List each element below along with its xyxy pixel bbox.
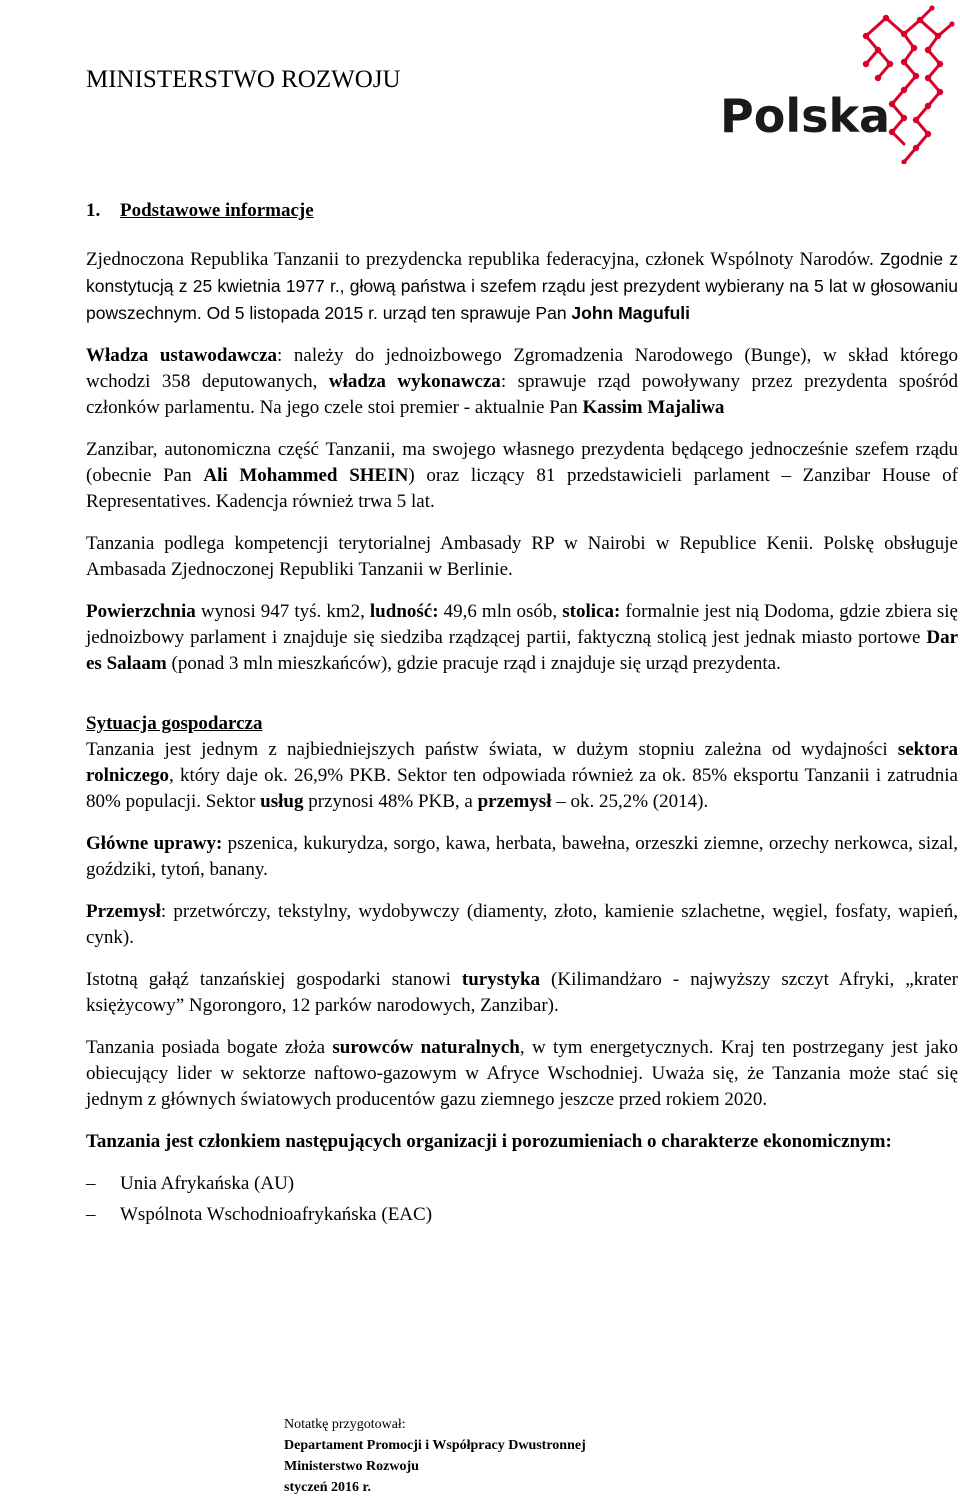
paragraph-powers xyxy=(86,343,958,421)
ministry-header: MINISTERSTWO ROZWOJU xyxy=(86,66,401,93)
text-run: (ponad 3 mln mieszkańców), gdzie pracuje rząd i znajduje się urząd prezydenta. xyxy=(166,653,781,674)
paragraph-industry xyxy=(86,899,958,951)
footer-ministry: Ministerstwo Rozwoju xyxy=(284,1459,419,1474)
text-run: – ok. 25,2% (2014). xyxy=(551,791,709,812)
paragraph-tourism xyxy=(86,967,958,1019)
paragraph-embassy: Tanzania podlega kompetencji terytorialnej Ambasady RP w Nairobi w Republice Kenii. Polskę obsługuje Ambasada Zjednoczonej Republiki Tanzanii w Berlinie. xyxy=(86,533,958,580)
list-dash: – xyxy=(86,1204,96,1225)
industry-heading: Przemysł xyxy=(86,901,161,922)
text-run: : należy do jednoizbowego Zgromadzenia Narodowego (Bunge), w skład którego wchodzi 358 deputowanych, xyxy=(86,345,958,392)
city-name: Dar es Salaam xyxy=(86,627,958,674)
section-title-text: Podstawowe informacje xyxy=(120,200,314,221)
text-run: Zjednoczona Republika Tanzanii to prezydencka republika federacyjna, członek Wspólnoty Narodów. xyxy=(86,249,880,270)
industry-label: przemysł xyxy=(477,791,552,812)
paragraph-membership xyxy=(86,1129,958,1155)
text-run: , w tym energetycznych. Kraj ten postrzegany jest jako obiecujący lider w sektorze naftowo-gazowym w Afryce Wschodniej. Uważa się, że Tanzania może stać się jednym z głównych światowych producentów gazu ziemnego jeszcze przed rokiem 2020. xyxy=(86,1037,958,1110)
area-label: Powierzchnia xyxy=(86,601,196,622)
text-run: Istotną gałąź tanzańskiej gospodarki stanowi xyxy=(86,969,462,990)
executive-label: władza wykonawcza xyxy=(328,371,501,392)
footer-prepared-by: Notatkę przygotował: xyxy=(284,1417,406,1432)
capital-label: stolica: xyxy=(562,601,621,622)
section-number: 1. xyxy=(86,200,101,221)
paragraph-geography xyxy=(86,599,958,677)
text-run: pszenica, kukurydza, sorgo, kawa, herbata, bawełna, orzeszki ziemne, orzechy nerkowca, sizal, goździki, tytoń, banany. xyxy=(86,833,958,880)
legislative-label: Władza ustawodawcza xyxy=(86,345,278,366)
population-label: ludność: xyxy=(369,601,439,622)
footer-date: styczeń 2016 r. xyxy=(284,1480,371,1495)
text-run: , który daje ok. 26,9% PKB. Sektor ten odpowiada również za ok. 85% eksportu Tanzanii i zatrudnia 80% populacji. Sektor xyxy=(86,765,958,812)
paragraph-economy xyxy=(86,737,958,815)
list-item xyxy=(86,1202,958,1228)
polska-logo-text: Polska xyxy=(720,89,891,143)
text-run: : sprawuje rząd powoływany przez prezydenta spośród członków parlamentu. Na jego czele stoi premier - aktualnie Pan xyxy=(86,371,959,418)
list-item-text: Unia Afrykańska (AU) xyxy=(120,1173,295,1194)
list-dash: – xyxy=(86,1173,96,1194)
document-body xyxy=(86,198,958,1233)
zanzibar-president-name: Ali Mohammed SHEIN xyxy=(203,465,409,486)
text-run: ) oraz liczący 81 przedstawicieli parlament – Zanzibar House of Representatives. Kadencja również trwa 5 lat. xyxy=(86,465,958,512)
crops-label: Główne uprawy: xyxy=(86,833,223,854)
section-title xyxy=(86,198,958,224)
membership-heading: Tanzania jest członkiem następujących organizacji i porozumieniach o charakterze ekonomicznym: xyxy=(86,1131,892,1152)
text-run: Zanzibar, autonomiczna część Tanzanii, ma swojego własnego prezydenta będącego jednocześnie szefem rządu (obecnie Pan xyxy=(86,439,958,486)
premier-name: Kassim Majaliwa xyxy=(582,397,725,418)
footer-note xyxy=(284,1414,586,1498)
paragraph-zanzibar xyxy=(86,437,958,515)
list-item xyxy=(86,1171,958,1197)
paragraph-government xyxy=(86,246,958,327)
text-run: formalnie jest nią Dodoma, gdzie zbiera się jednoizbowy parlament i znajduje się siedziba rządzącej partii, faktyczną stolicą jest jednak miasto portowe xyxy=(86,601,958,648)
economy-heading xyxy=(86,711,958,737)
text-run: Tanzania jest jednym z najbiedniejszych państw świata, w dużym stopniu zależna od wydajności xyxy=(86,739,898,760)
polska-logo xyxy=(716,4,956,164)
text-run: 49,6 mln osób, xyxy=(438,601,563,622)
list-item-text: Wspólnota Wschodnioafrykańska (EAC) xyxy=(120,1204,433,1225)
footer-department: Departament Promocji i Współpracy Dwustronnej xyxy=(284,1438,586,1453)
text-run: (Kilimandżaro - najwyższy szczyt Afryki, „krater księżycowy” Ngorongoro, 12 parków narodowych, Zanzibar). xyxy=(86,969,958,1016)
text-run: Tanzania posiada bogate złoża xyxy=(86,1037,333,1058)
agriculture-label: sektora rolniczego xyxy=(86,739,958,786)
organizations-list xyxy=(86,1171,958,1228)
text-run: : przetwórczy, tekstylny, wydobywczy (diamenty, złoto, kamienie szlachetne, węgiel, fosfaty, wapień, cynk). xyxy=(86,901,958,948)
text-run: przynosi 48% PKB, a xyxy=(303,791,478,812)
services-label: usług xyxy=(260,791,304,812)
paragraph-resources xyxy=(86,1035,958,1113)
resources-label: surowców naturalnych xyxy=(332,1037,520,1058)
president-name: John Magufuli xyxy=(571,303,691,323)
text-run: wynosi 947 tyś. km2, xyxy=(195,601,370,622)
paragraph-crops xyxy=(86,831,958,883)
tourism-label: turystyka xyxy=(461,969,541,990)
economy-heading-text: Sytuacja gospodarcza xyxy=(86,713,263,734)
polska-logo-mark xyxy=(716,4,956,164)
text-run: Zgodnie z konstytucją z 25 kwietnia 1977 r., głową państwa i szefem rządu jest prezydent wybierany na 5 lat w głosowaniu powszechnym. Od 5 listopada 2015 r. urząd ten sprawuje Pan xyxy=(86,249,958,323)
